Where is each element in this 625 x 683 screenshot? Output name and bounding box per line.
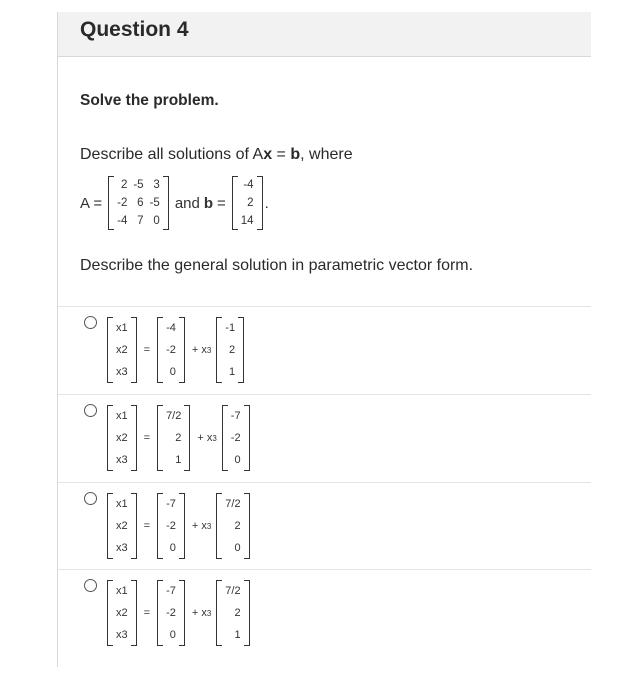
- variable-vector-cell: x1: [116, 498, 128, 510]
- equals-sign: =: [143, 607, 151, 619]
- particular-vector-cell: -7: [166, 585, 176, 597]
- direction-vector: [216, 317, 244, 383]
- parametric-equation: [105, 493, 252, 559]
- free-variable-subscript: 3: [206, 608, 212, 618]
- direction-vector-cell: -7: [230, 410, 241, 422]
- matrix-a-cell: 0: [153, 215, 160, 227]
- divider: [58, 394, 591, 395]
- variable-vector-cell: x3: [116, 542, 128, 554]
- free-variable-subscript: 3: [206, 521, 212, 531]
- direction-vector-cell: 7/2: [225, 498, 241, 510]
- variable-vector-cell: x2: [116, 520, 128, 532]
- answer-option-2[interactable]: [84, 401, 252, 475]
- variable-vector: [107, 493, 137, 559]
- plus-free-variable: + x: [191, 607, 207, 619]
- direction-vector: [216, 580, 249, 646]
- variable-vector-cell: x3: [116, 366, 128, 378]
- and-text: and: [174, 194, 200, 212]
- vector-b-cell: 14: [240, 215, 254, 227]
- matrix-a-cell: 2: [120, 179, 128, 191]
- direction-vector-cell: 2: [234, 607, 241, 619]
- question-card: [57, 12, 591, 667]
- prompt-bold-b: b: [290, 146, 301, 163]
- matrix-a-cell: -5: [149, 197, 160, 209]
- matrix-a-cell: -5: [133, 179, 144, 191]
- free-variable-subscript: 3: [206, 345, 212, 355]
- problem-prompt: [80, 146, 353, 164]
- matrix-a-cell: -2: [117, 197, 128, 209]
- vector-b-equals: =: [217, 194, 226, 212]
- variable-vector-cell: x3: [116, 454, 128, 466]
- variable-vector-cell: x1: [116, 585, 128, 597]
- vector-b-cell: 2: [247, 197, 254, 209]
- parametric-equation: [105, 580, 252, 646]
- particular-vector-cell: 0: [169, 542, 176, 554]
- period: .: [264, 194, 269, 212]
- plus-free-variable: + x: [191, 520, 207, 532]
- question-title: Question 4: [80, 18, 189, 41]
- direction-vector-cell: 2: [234, 520, 241, 532]
- sub-prompt: Describe the general solution in parametric vector form.: [80, 257, 474, 274]
- variable-vector: [107, 405, 137, 471]
- parametric-equation: [105, 405, 252, 471]
- particular-vector: [157, 493, 185, 559]
- particular-vector-cell: -2: [166, 520, 176, 532]
- equals-sign: =: [143, 520, 151, 532]
- direction-vector: [222, 405, 250, 471]
- particular-vector: [157, 317, 185, 383]
- free-variable-subscript: 3: [212, 433, 217, 443]
- vector-b-cell: -4: [243, 179, 254, 191]
- particular-vector-cell: 0: [169, 366, 176, 378]
- radio-button[interactable]: [84, 579, 97, 592]
- prompt-bold-x: x: [263, 146, 273, 163]
- equals-sign: =: [143, 344, 151, 356]
- matrix-a-cell: 7: [137, 215, 144, 227]
- direction-vector-cell: 2: [228, 344, 236, 356]
- direction-vector-cell: 7/2: [225, 585, 241, 597]
- variable-vector-cell: x1: [116, 410, 128, 422]
- variable-vector-cell: x1: [116, 322, 128, 334]
- particular-vector: [157, 580, 185, 646]
- matrix-a-cell: 3: [153, 179, 160, 191]
- direction-vector-cell: 1: [234, 629, 241, 641]
- direction-vector-cell: -2: [230, 432, 241, 444]
- particular-vector-cell: 1: [175, 454, 182, 466]
- vector-b-label: b: [203, 194, 214, 212]
- direction-vector-cell: -1: [225, 322, 236, 334]
- radio-button[interactable]: [84, 404, 97, 417]
- particular-vector-cell: 7/2: [166, 410, 182, 422]
- direction-vector-cell: 1: [228, 366, 236, 378]
- variable-vector: [107, 580, 137, 646]
- direction-vector-cell: 0: [234, 542, 241, 554]
- particular-vector-cell: 0: [169, 629, 176, 641]
- direction-vector-cell: 0: [234, 454, 241, 466]
- equals-sign: =: [143, 432, 151, 444]
- variable-vector-cell: x2: [116, 607, 128, 619]
- variable-vector-cell: x3: [116, 629, 128, 641]
- question-header: [58, 12, 591, 57]
- divider: [58, 306, 591, 307]
- divider: [58, 569, 591, 570]
- matrix-a: [108, 176, 169, 230]
- plus-free-variable: + x: [191, 344, 207, 356]
- radio-button[interactable]: [84, 492, 97, 505]
- matrix-a-label: A =: [80, 194, 103, 212]
- prompt-prefix: Describe all solutions of A: [80, 146, 264, 163]
- parametric-equation: [105, 317, 246, 383]
- variable-vector: [107, 317, 137, 383]
- matrix-a-cell: -4: [117, 215, 128, 227]
- variable-vector-cell: x2: [116, 344, 128, 356]
- vector-b: [232, 176, 263, 230]
- answer-option-4[interactable]: [84, 576, 252, 650]
- particular-vector-cell: -4: [166, 322, 176, 334]
- particular-vector-cell: -2: [166, 607, 176, 619]
- prompt-equals: =: [272, 146, 291, 163]
- variable-vector-cell: x2: [116, 432, 128, 444]
- answer-option-3[interactable]: [84, 489, 252, 563]
- plus-free-variable: + x: [197, 432, 213, 444]
- particular-vector-cell: 2: [175, 432, 182, 444]
- answer-option-1[interactable]: [84, 313, 246, 387]
- matrix-a-cell: 6: [137, 197, 144, 209]
- particular-vector-cell: -7: [166, 498, 176, 510]
- particular-vector-cell: -2: [166, 344, 176, 356]
- divider: [58, 482, 591, 483]
- instruction-text: Solve the problem.: [80, 92, 219, 109]
- particular-vector: [157, 405, 190, 471]
- prompt-suffix: , where: [300, 146, 353, 163]
- radio-button[interactable]: [84, 316, 97, 329]
- matrix-equation: [80, 172, 269, 234]
- direction-vector: [216, 493, 249, 559]
